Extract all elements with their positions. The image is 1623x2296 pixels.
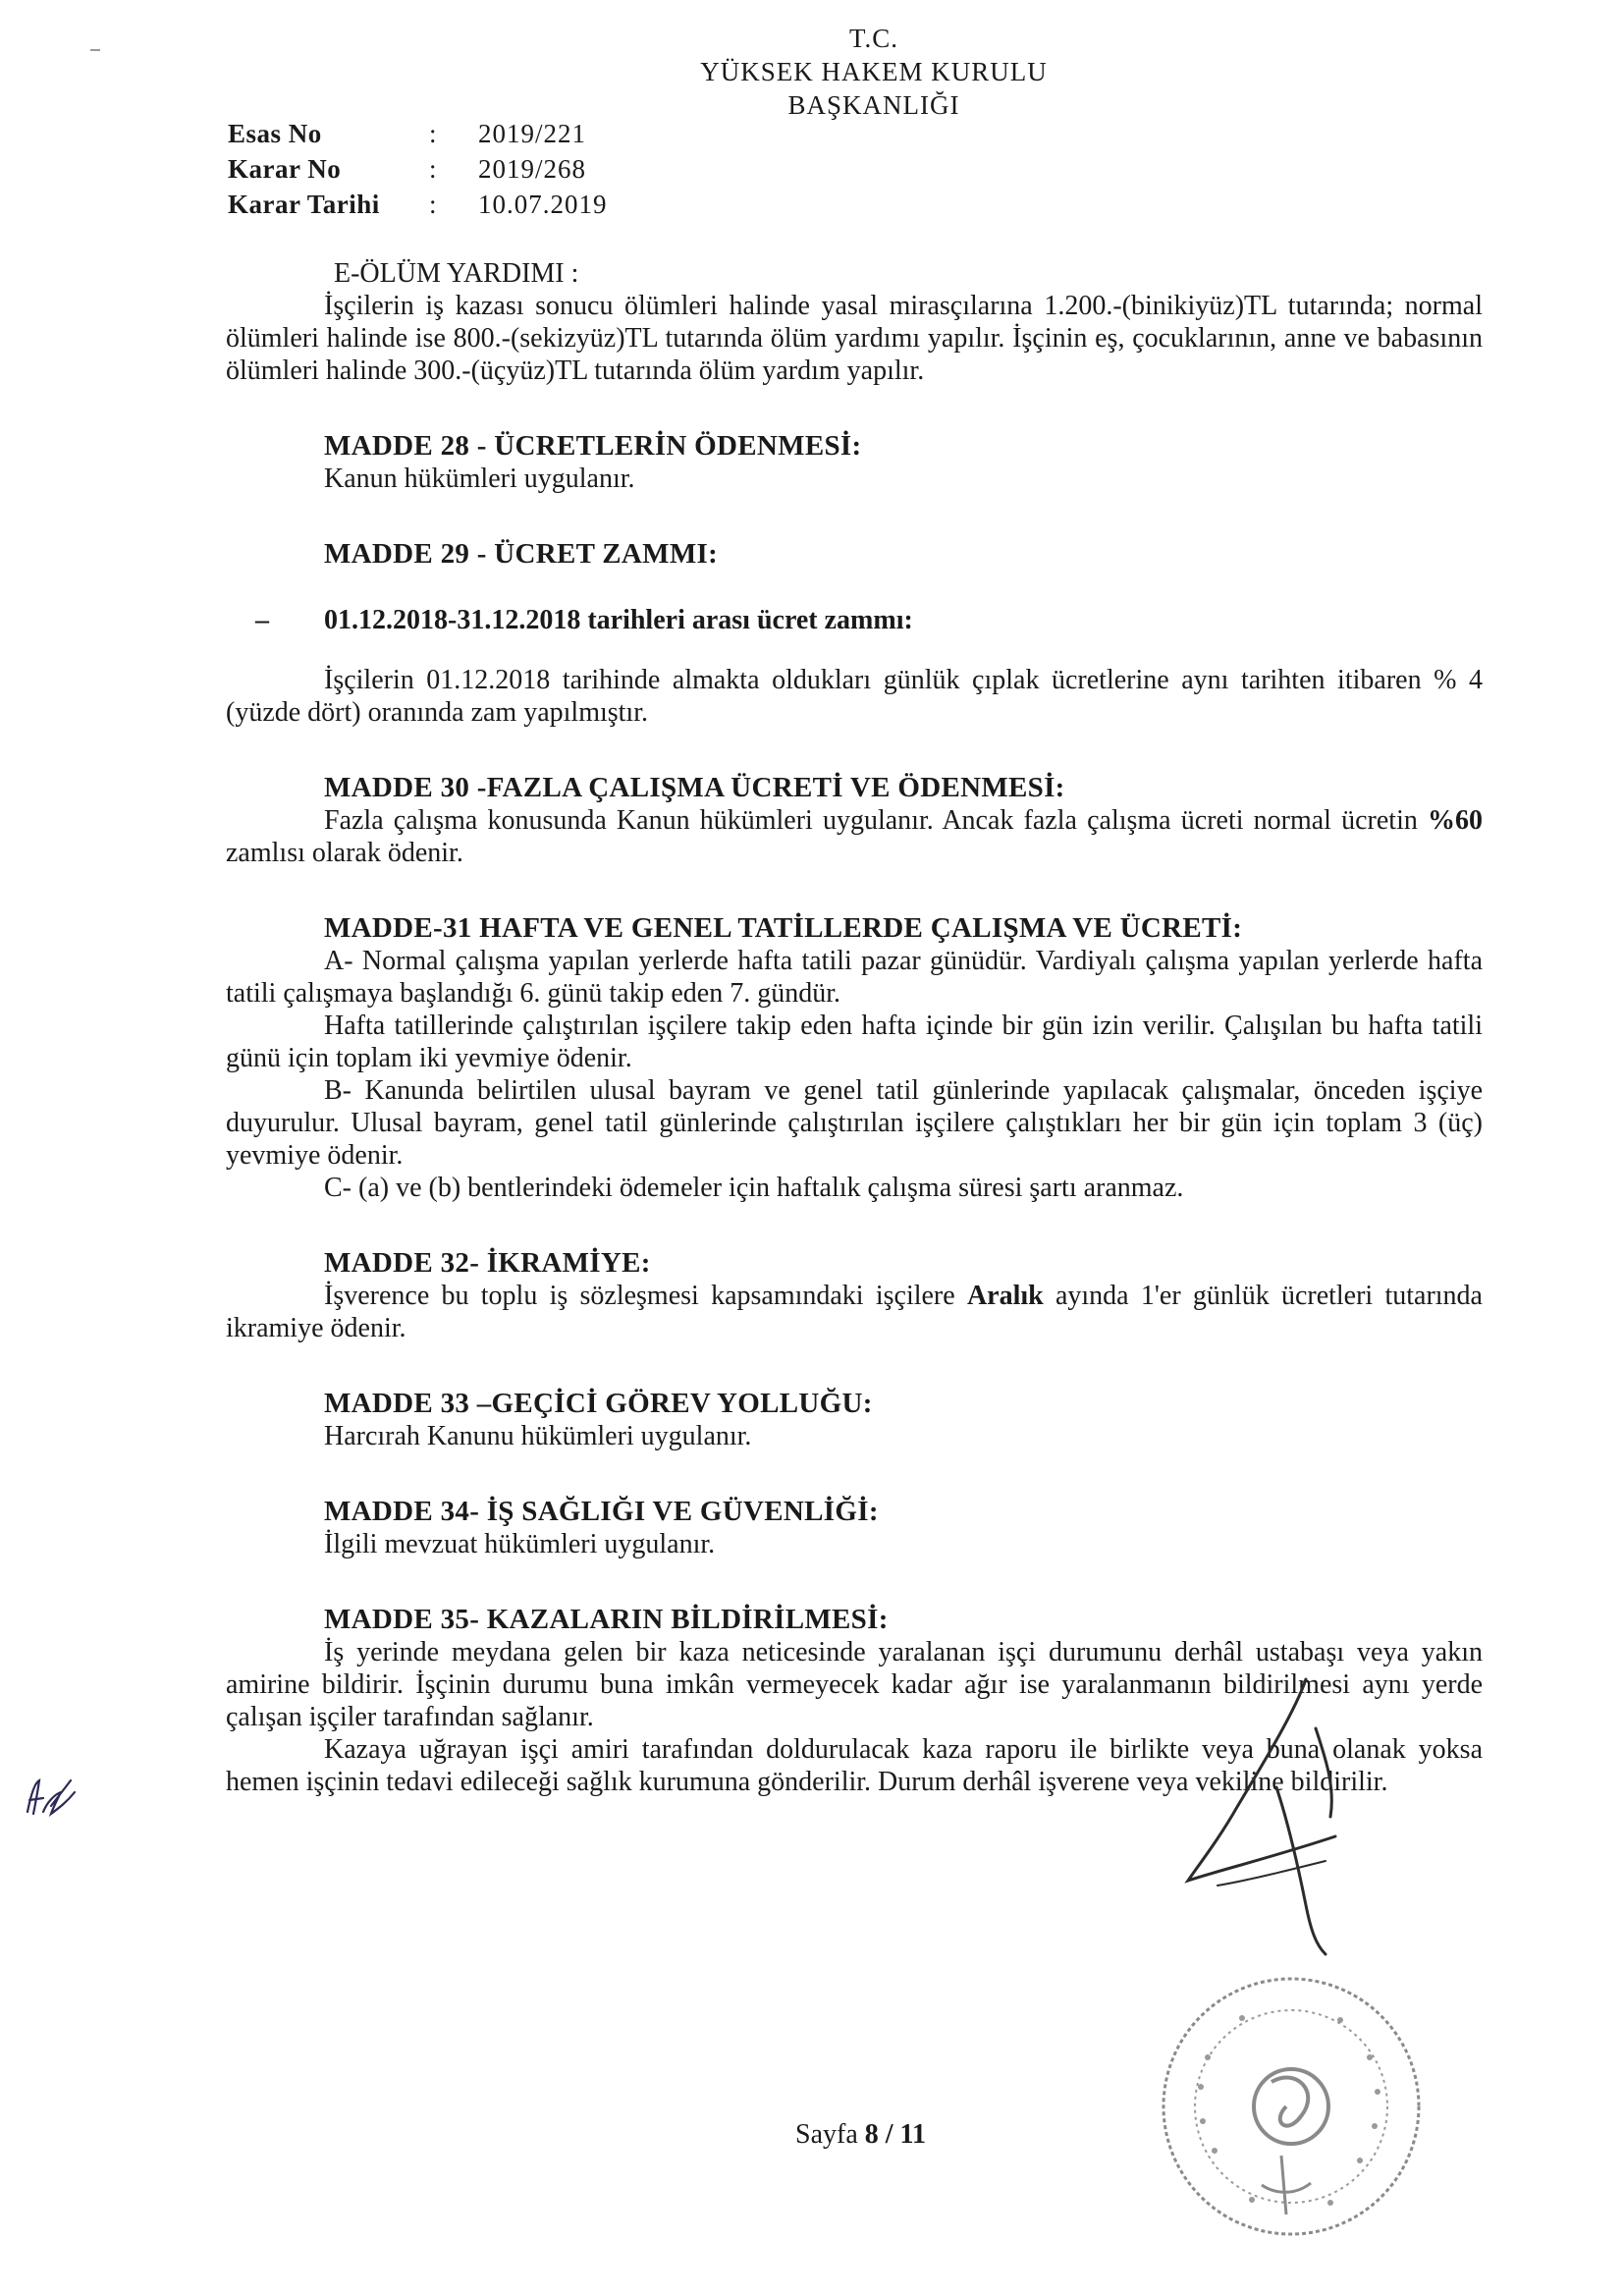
meta-separator: : — [429, 190, 437, 219]
footer-prefix: Sayfa — [795, 2119, 858, 2150]
m31-para-b: B- Kanunda belirtilen ulusal bayram ve genel tatil günlerinde yapılacak çalışmalar, önceden işçiye duyurulur. Ulusal bayram, genel tatil günlerinde çalıştırılan işçilere çalıştıkları her bir gün için toplam 3 (üç) yevmiye ödenir. — [226, 1075, 1483, 1171]
meta-separator: : — [429, 154, 437, 184]
esas-value: 2019/221 — [478, 119, 587, 148]
page-footer — [0, 2119, 1623, 2151]
m29-subtitle — [255, 604, 1483, 636]
m30-body-a: Fazla çalışma konusunda Kanun hükümleri uygulanır. Ancak fazla çalışma ücreti normal ücretin — [324, 805, 1428, 836]
signature — [1159, 1669, 1375, 1964]
m35-para-2: Kazaya uğrayan işçi amiri tarafından doldurulacak kaza raporu ile birlikte veya buna olanak yoksa hemen işçinin tedavi edileceği sağlık kurumuna gönderilir. Durum derhâl işverene veya vekiline bildirilir. — [226, 1734, 1483, 1797]
header-tc: T.C. — [849, 24, 898, 53]
m35-title: MADDE 35- KAZALARIN BİLDİRİLMESİ: — [324, 1604, 889, 1635]
m35-para-1: İş yerinde meydana gelen bir kaza neticesinde yaralanan işçi durumunu derhâl ustabaşı veya yakın amirine bildirir. İşçinin durumu buna imkân vermeyecek kadar ağır ise yaralanmanın bildirilmesi aynı yerde çalışan işçiler tarafından sağlanır. — [226, 1637, 1483, 1732]
m33-title: MADDE 33 –GEÇİCİ GÖREV YOLLUĞU: — [324, 1388, 873, 1419]
m29-title: MADDE 29 - ÜCRET ZAMMI: — [324, 538, 719, 570]
m32-body-a: İşverence bu toplu iş sözleşmesi kapsamındaki işçilere — [324, 1281, 967, 1311]
m31-para-c: C- (a) ve (b) bentlerindeki ödemeler için haftalık çalışma süresi şartı aranmaz. — [324, 1173, 1184, 1203]
karar-value: 2019/268 — [478, 154, 587, 184]
e-section-body: İşçilerin iş kazası sonucu ölümleri halinde yasal mirasçılarına 1.200.-(binikiyüz)TL tutarında; normal ölümleri halinde ise 800.-(sekizyüz)TL tutarında ölüm yardımı yapılır. İşçinin eş, çocuklarının, anne ve babasının ölümleri halinde 300.-(üçyüz)TL tutarında ölüm yardım yapılır. — [226, 291, 1483, 386]
tarih-label: Karar Tarihi — [228, 190, 380, 219]
document-body — [226, 257, 1483, 1798]
document-header — [589, 22, 1159, 122]
m32-body — [226, 1280, 1483, 1344]
m30-body-bold: %60 — [1428, 805, 1483, 836]
karar-label: Karar No — [228, 154, 342, 184]
official-seal-stamp — [1124, 1959, 1448, 2254]
esas-label: Esas No — [228, 119, 322, 148]
m34-body: İlgili mevzuat hükümleri uygulanır. — [324, 1529, 716, 1559]
m34-title: MADDE 34- İŞ SAĞLIĞI VE GÜVENLİĞİ: — [324, 1496, 879, 1527]
e-section-title: E-ÖLÜM YARDIMI : — [334, 258, 579, 289]
m30-body-b: zamlısı olarak ödenir. — [226, 838, 463, 868]
m29-dash: – — [255, 605, 269, 635]
m31-para-hafta: Hafta tatillerinde çalıştırılan işçilere takip eden hafta içinde bir gün izin verilir. Çalışılan bu hafta tatili günü için toplam iki yevmiye ödenir. — [226, 1011, 1483, 1073]
m28-body: Kanun hükümleri uygulanır. — [324, 464, 635, 494]
m29-body: İşçilerin 01.12.2018 tarihinde almakta oldukları günlük çıplak ücretlerine aynı tarihten itibaren % 4 (yüzde dört) oranında zam yapılmıştır. — [226, 665, 1483, 728]
header-institution: YÜKSEK HAKEM KURULU — [700, 57, 1048, 86]
m29-subtitle-text: 01.12.2018-31.12.2018 tarihleri arası ücret zammı: — [324, 605, 913, 635]
m31-para-a: A- Normal çalışma yapılan yerlerde hafta tatili pazar günüdür. Vardiyalı çalışma yapılan yerlerde hafta tatili çalışmaya başlandığı 6. günü takip eden 7. gündür. — [226, 946, 1483, 1009]
footer-page-number: 8 / 11 — [864, 2119, 926, 2150]
m32-body-b: ayında 1'er günlük ücretleri tutarında ikramiye ödenir. — [226, 1281, 1483, 1343]
case-meta — [228, 116, 608, 222]
scan-mark — [90, 49, 100, 51]
m31-title: MADDE-31 HAFTA VE GENEL TATİLLERDE ÇALIŞMA VE ÜCRETİ: — [324, 912, 1243, 944]
m30-body — [226, 804, 1483, 869]
meta-separator: : — [429, 119, 437, 148]
m32-title: MADDE 32- İKRAMİYE: — [324, 1247, 651, 1279]
header-department: BAŞKANLIĞI — [787, 90, 960, 120]
m33-body: Harcırah Kanunu hükümleri uygulanır. — [324, 1421, 752, 1451]
m28-title: MADDE 28 - ÜCRETLERİN ÖDENMESİ: — [324, 430, 862, 462]
m32-body-bold: Aralık — [966, 1281, 1044, 1311]
tarih-value: 10.07.2019 — [478, 190, 608, 219]
margin-initials-mark — [22, 1773, 81, 1822]
m30-title: MADDE 30 -FAZLA ÇALIŞMA ÜCRETİ VE ÖDENMESİ: — [324, 772, 1065, 803]
